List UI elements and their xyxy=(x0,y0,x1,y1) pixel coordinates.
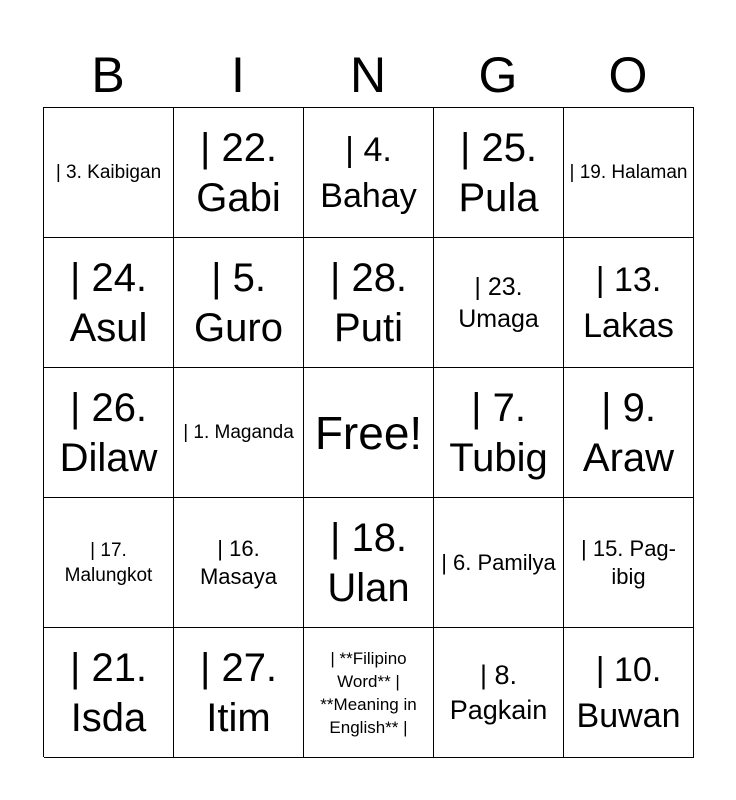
free-space-cell[interactable]: Free! xyxy=(304,368,434,498)
bingo-cell[interactable]: | 17. Malungkot xyxy=(44,498,174,628)
bingo-cell[interactable]: | 4. Bahay xyxy=(304,108,434,238)
header-letter-o: O xyxy=(608,47,648,103)
bingo-cell[interactable]: | 1. Maganda xyxy=(174,368,304,498)
bingo-cell[interactable]: | 10. Buwan xyxy=(564,628,694,758)
bingo-cell[interactable]: | 21. Isda xyxy=(44,628,174,758)
bingo-header xyxy=(43,46,693,104)
bingo-cell[interactable]: | 26. Dilaw xyxy=(44,368,174,498)
bingo-cell[interactable]: | 9. Araw xyxy=(564,368,694,498)
bingo-cell[interactable]: | 19. Halaman xyxy=(564,108,694,238)
header-letter-n: N xyxy=(349,47,387,103)
bingo-cell[interactable]: | 27. Itim xyxy=(174,628,304,758)
bingo-cell[interactable]: | 7. Tubig xyxy=(434,368,564,498)
bingo-card-grid xyxy=(43,107,694,757)
bingo-cell[interactable]: | 6. Pamilya xyxy=(434,498,564,628)
header-letter-g: G xyxy=(478,47,518,103)
bingo-cell[interactable]: | 15. Pag-ibig xyxy=(564,498,694,628)
bingo-cell[interactable]: | 25. Pula xyxy=(434,108,564,238)
bingo-cell[interactable]: | 28. Puti xyxy=(304,238,434,368)
bingo-cell[interactable]: | 3. Kaibigan xyxy=(44,108,174,238)
bingo-cell[interactable]: | 22. Gabi xyxy=(174,108,304,238)
header-letter-i: I xyxy=(231,47,245,103)
bingo-cell[interactable]: | **Filipino Word** | **Meaning in English** | xyxy=(304,628,434,758)
bingo-cell[interactable]: | 23. Umaga xyxy=(434,238,564,368)
bingo-cell[interactable]: | 24. Asul xyxy=(44,238,174,368)
bingo-cell[interactable]: | 16. Masaya xyxy=(174,498,304,628)
bingo-cell[interactable]: | 5. Guro xyxy=(174,238,304,368)
header-letter-b: B xyxy=(91,47,125,103)
bingo-cell[interactable]: | 18. Ulan xyxy=(304,498,434,628)
bingo-cell[interactable]: | 13. Lakas xyxy=(564,238,694,368)
bingo-cell[interactable]: | 8. Pagkain xyxy=(434,628,564,758)
